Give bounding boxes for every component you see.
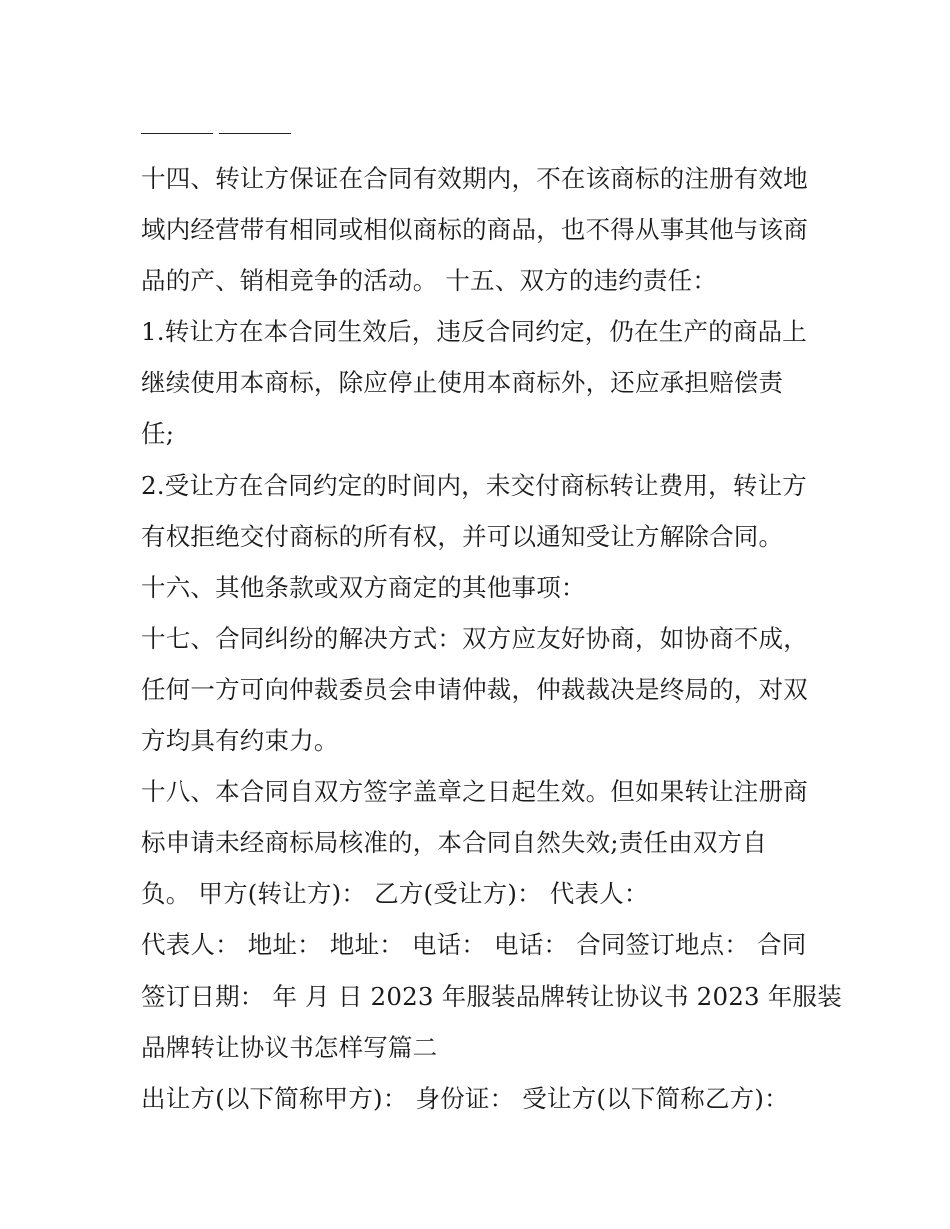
clause-14-line-2: 域内经营带有相同或相似商标的商品，也不得从事其他与该商 [141, 215, 808, 245]
clause-17-line-2: 任何一方可向仲裁委员会申请仲裁，仲裁裁决是终局的，对双 [141, 674, 808, 704]
clause-15-item-1-line-1: 1.转让方在本合同生效后，违反合同约定，仍在生产的商品上 [141, 317, 807, 347]
clause-14-line-1: 十四、转让方保证在合同有效期内，不在该商标的注册有效地 [141, 164, 808, 193]
clause-15-item-1-line-2: 继续使用本商标，除应停止使用本商标外，还应承担赔偿责 [141, 368, 784, 398]
clause-15-item-1-line-3: 任; [141, 419, 175, 449]
clause-17-line-1: 十七、合同纠纷的解决方式：双方应友好协商，如协商不成， [141, 623, 808, 653]
clause-16-line: 十六、其他条款或双方商定的其他事项： [141, 572, 586, 602]
signature-blank-lines [141, 133, 291, 134]
signature-line-1: 负。 甲方(转让方)： 乙方(受让方)： 代表人： [141, 879, 649, 909]
document-body [141, 153, 842, 1124]
section-2-title: 品牌转让协议书怎样写篇二 [141, 1032, 438, 1062]
clause-15-item-2-line-2: 有权拒绝交付商标的所有权，并可以通知受让方解除合同。 [141, 521, 784, 551]
clause-17-line-3: 方均具有约束力。 [141, 726, 339, 756]
signature-line-3: 签订日期： 年 月 日 2023 年服装品牌转让协议书 2023 年服装 [141, 981, 842, 1011]
clause-18-line-2: 标申请未经商标局核准的，本合同自然失效;责任由双方自 [141, 828, 767, 858]
clause-14-15-line-3: 品的产、销相竞争的活动。 十五、双方的违约责任： [141, 266, 718, 296]
signature-line-2: 代表人： 地址： 地址： 电话： 电话： 合同签订地点： 合同 [141, 930, 807, 960]
parties-line: 出让方(以下简称甲方)： 身份证： 受让方(以下简称乙方)： [141, 1083, 789, 1113]
clause-18-line-1: 十八、本合同自双方签字盖章之日起生效。但如果转让注册商 [141, 777, 808, 807]
clause-15-item-2-line-1: 2.受让方在合同约定的时间内，未交付商标转让费用，转让方 [141, 470, 807, 500]
blank-line [219, 133, 291, 134]
blank-line [141, 133, 213, 134]
